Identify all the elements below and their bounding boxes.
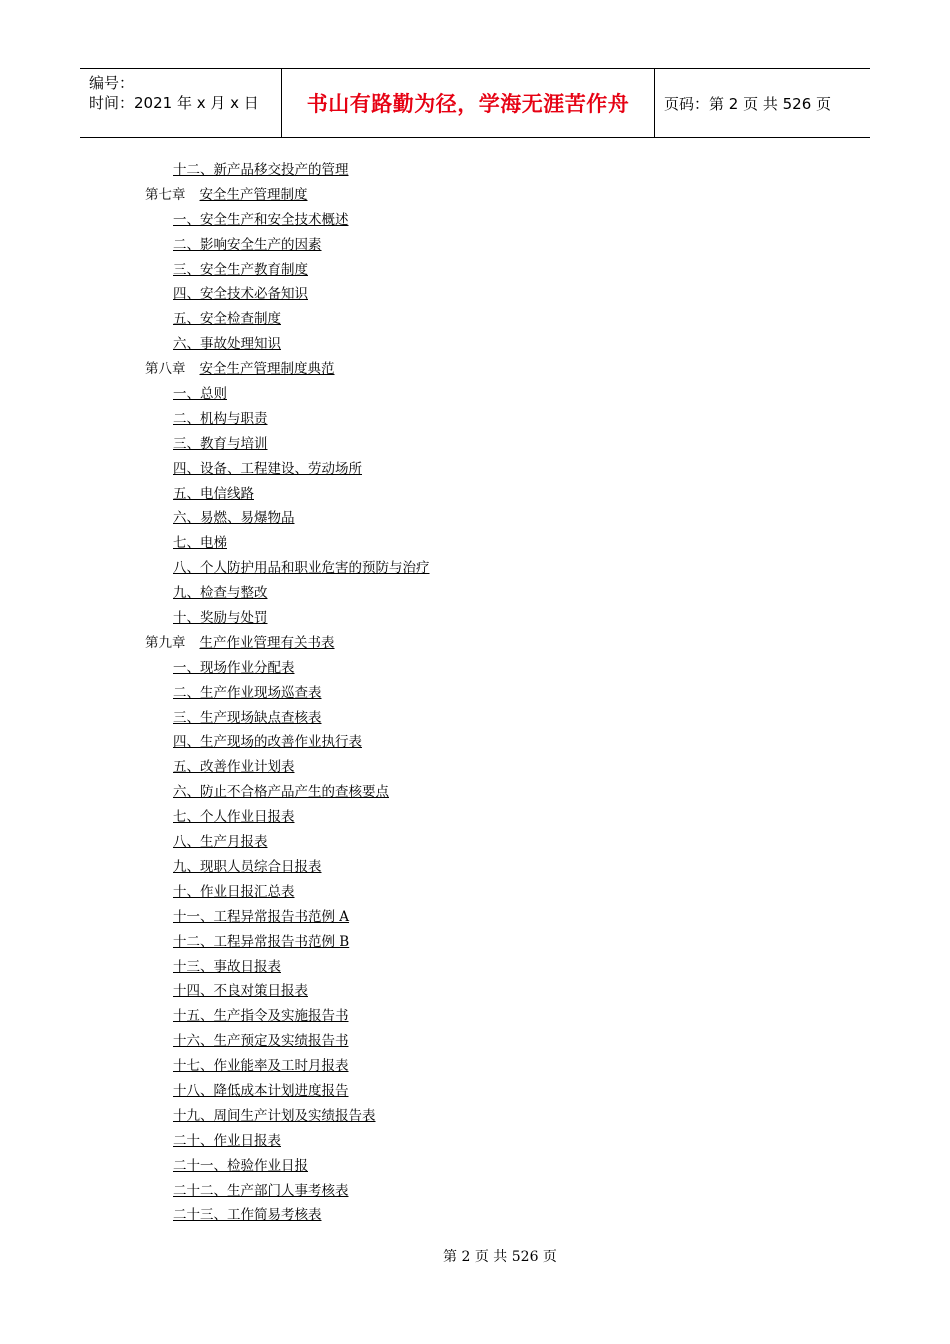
toc-item-link[interactable]: 九、检查与整改 [173, 585, 268, 602]
toc-chapter-heading [0, 183, 950, 208]
page-footer [0, 1246, 950, 1266]
header-motto-cell [282, 69, 655, 137]
toc-item-link[interactable]: 三、安全生产教育制度 [173, 261, 308, 278]
toc-item-link[interactable]: 十五、生产指令及实施报告书 [173, 1008, 349, 1025]
toc-item-link[interactable]: 七、电梯 [173, 535, 227, 552]
toc-item-link[interactable]: 十二、工程异常报告书范例 B [173, 933, 350, 950]
toc-item-link[interactable]: 五、电信线路 [173, 485, 254, 502]
toc-item-link[interactable]: 六、事故处理知识 [173, 336, 281, 353]
toc-chapter-number: 第七章 [145, 186, 186, 203]
toc-item-link[interactable]: 五、改善作业计划表 [173, 759, 295, 776]
toc-item-link[interactable]: 一、总则 [173, 386, 227, 403]
toc-item-link[interactable]: 三、教育与培训 [173, 435, 268, 452]
toc-item-link[interactable]: 十六、生产预定及实绩报告书 [173, 1033, 349, 1050]
document-time-label: 时间：2021 年 x 月 x 日 [89, 94, 259, 112]
toc-item-link[interactable]: 八、个人防护用品和职业危害的预防与治疗 [173, 560, 430, 577]
toc-item-link[interactable]: 二十一、检验作业日报 [173, 1157, 308, 1174]
header-page-info: 页码：第 2 页 共 526 页 [664, 94, 832, 113]
toc-item-link[interactable]: 四、设备、工程建设、劳动场所 [173, 460, 362, 477]
page-header [80, 68, 870, 138]
toc-chapter-title-link[interactable]: 安全生产管理制度 [199, 186, 308, 203]
toc-item-link[interactable]: 十三、事故日报表 [173, 958, 281, 975]
document-number-label: 编号： [89, 74, 135, 92]
toc-chapter-title-link[interactable]: 生产作业管理有关书表 [199, 634, 335, 651]
toc-item-link[interactable]: 二、生产作业现场巡查表 [173, 684, 322, 701]
toc-item-link[interactable]: 十七、作业能率及工时月报表 [173, 1058, 349, 1075]
toc-item-link[interactable]: 七、个人作业日报表 [173, 809, 295, 826]
toc-item-link[interactable]: 十、作业日报汇总表 [173, 883, 295, 900]
header-page-cell [655, 69, 870, 137]
toc-item-link[interactable]: 一、现场作业分配表 [173, 659, 295, 676]
toc-item-link[interactable]: 二十三、工作简易考核表 [173, 1207, 322, 1224]
toc-item-link[interactable]: 十一、工程异常报告书范例 A [173, 908, 350, 925]
toc-chapter-heading [0, 357, 950, 382]
toc-chapter-number: 第九章 [145, 634, 186, 651]
table-of-contents [0, 158, 950, 1228]
toc-item-link[interactable]: 四、安全技术必备知识 [173, 286, 308, 303]
toc-item-link[interactable]: 十九、周间生产计划及实绩报告表 [173, 1107, 376, 1124]
toc-chapter-title-link[interactable]: 安全生产管理制度典范 [199, 361, 335, 378]
toc-item-link[interactable]: 二、机构与职责 [173, 410, 268, 427]
toc-item-link[interactable]: 十二、新产品移交投产的管理 [173, 162, 349, 178]
toc-item-link[interactable]: 十八、降低成本计划进度报告 [173, 1082, 349, 1099]
toc-item-link[interactable]: 六、易燃、易爆物品 [173, 510, 295, 527]
toc-item-link[interactable]: 四、生产现场的改善作业执行表 [173, 734, 362, 751]
toc-item-link[interactable]: 六、防止不合格产品产生的查核要点 [173, 784, 389, 801]
toc-item-link[interactable]: 十四、不良对策日报表 [173, 983, 308, 1000]
toc-item-link[interactable]: 十、奖励与处罚 [173, 610, 268, 627]
toc-chapter-number: 第八章 [145, 361, 186, 378]
toc-item-link[interactable]: 三、生产现场缺点查核表 [173, 709, 322, 726]
toc-item-link[interactable]: 二十、作业日报表 [173, 1132, 281, 1149]
header-motto: 书山有路勤为径，学海无涯苦作舟 [306, 92, 630, 116]
toc-item-link[interactable]: 一、安全生产和安全技术概述 [173, 211, 349, 228]
footer-page-number: 第 2 页 共 526 页 [443, 1249, 557, 1265]
toc-item-link[interactable]: 二十二、生产部门人事考核表 [173, 1182, 349, 1199]
toc-item-link[interactable]: 九、现职人员综合日报表 [173, 858, 322, 875]
toc-item-link[interactable]: 二、影响安全生产的因素 [173, 236, 322, 253]
header-left-cell [80, 69, 282, 137]
toc-chapter-heading [0, 631, 950, 656]
toc-item-link[interactable]: 五、安全检查制度 [173, 311, 281, 328]
toc-item-link[interactable]: 八、生产月报表 [173, 834, 268, 851]
